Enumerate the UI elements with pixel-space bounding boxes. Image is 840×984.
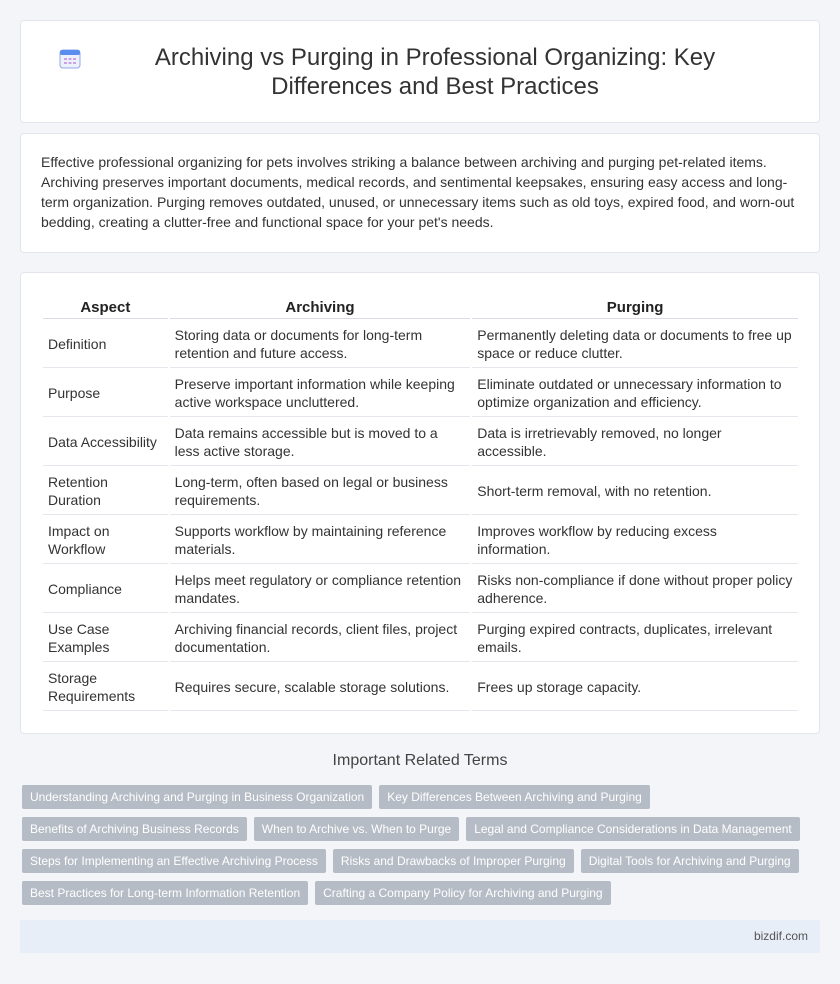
related-terms-list [22, 785, 822, 913]
footer [20, 920, 820, 953]
related-term-link[interactable]: Crafting a Company Policy for Archiving and Purging [315, 881, 610, 905]
table-cell-archiving: Long-term, often based on legal or business requirements. [170, 468, 471, 515]
table-header-row [43, 297, 798, 319]
related-term-link[interactable]: Best Practices for Long-term Information Retention [22, 881, 308, 905]
related-term-link[interactable]: Key Differences Between Archiving and Purging [379, 785, 650, 809]
table-row [43, 370, 798, 417]
table-row [43, 517, 798, 564]
tag-row [22, 817, 822, 849]
table-cell-aspect: Purpose [43, 370, 168, 417]
tag-row [22, 881, 822, 913]
table-row [43, 321, 798, 368]
table-row [43, 468, 798, 515]
table-cell-aspect: Impact on Workflow [43, 517, 168, 564]
related-term-link[interactable]: Legal and Compliance Considerations in Data Management [466, 817, 800, 841]
table-row [43, 664, 798, 711]
intro-card [20, 133, 820, 253]
related-term-link[interactable]: Steps for Implementing an Effective Archiving Process [22, 849, 326, 873]
header-card [20, 20, 820, 123]
table-cell-purging: Short-term removal, with no retention. [472, 468, 798, 515]
table-cell-aspect: Storage Requirements [43, 664, 168, 711]
tag-row [22, 785, 822, 817]
related-term-link[interactable]: Understanding Archiving and Purging in Business Organization [22, 785, 372, 809]
table-row [43, 566, 798, 613]
intro-text: Effective professional organizing for pets involves striking a balance between archiving and purging pet-related items. Archiving preserves important documents, medical records, and sentimental keepsakes, ensuring easy access and long-term organization. Purging removes outdated, unused, or unnecessary items such as old toys, expired food, and worn-out bedding, creating a clutter-free and functional space for your pet's needs. [41, 154, 795, 230]
table-cell-purging: Frees up storage capacity. [472, 664, 798, 711]
column-header-aspect: Aspect [43, 297, 168, 319]
table-cell-purging: Data is irretrievably removed, no longer accessible. [472, 419, 798, 466]
page-title: Archiving vs Purging in Professional Organizing: Key Differences and Best Practices [154, 44, 716, 100]
column-header-archiving: Archiving [170, 297, 471, 319]
table-cell-aspect: Retention Duration [43, 468, 168, 515]
table-cell-aspect: Use Case Examples [43, 615, 168, 662]
related-terms-title: Important Related Terms [332, 752, 508, 769]
comparison-table [41, 295, 800, 713]
table-cell-archiving: Storing data or documents for long-term retention and future access. [170, 321, 471, 368]
footer-site-link[interactable]: bizdif.com [753, 929, 808, 943]
table-cell-archiving: Preserve important information while keeping active workspace uncluttered. [170, 370, 471, 417]
related-term-link[interactable]: When to Archive vs. When to Purge [254, 817, 459, 841]
table-cell-aspect: Data Accessibility [43, 419, 168, 466]
table-cell-archiving: Supports workflow by maintaining reference materials. [170, 517, 471, 564]
column-header-purging: Purging [472, 297, 798, 319]
related-term-link[interactable]: Benefits of Archiving Business Records [22, 817, 247, 841]
related-term-link[interactable]: Risks and Drawbacks of Improper Purging [333, 849, 574, 873]
table-row [43, 419, 798, 466]
comparison-table-card [20, 272, 820, 734]
table-cell-purging: Improves workflow by reducing excess information. [472, 517, 798, 564]
table-cell-archiving: Helps meet regulatory or compliance retention mandates. [170, 566, 471, 613]
table-cell-aspect: Definition [43, 321, 168, 368]
related-term-link[interactable]: Digital Tools for Archiving and Purging [581, 849, 799, 873]
table-row [43, 615, 798, 662]
table-cell-archiving: Archiving financial records, client files, project documentation. [170, 615, 471, 662]
table-cell-archiving: Requires secure, scalable storage solutions. [170, 664, 471, 711]
table-cell-purging: Purging expired contracts, duplicates, irrelevant emails. [472, 615, 798, 662]
tag-row [22, 849, 822, 881]
table-cell-archiving: Data remains accessible but is moved to a less active storage. [170, 419, 471, 466]
table-cell-aspect: Compliance [43, 566, 168, 613]
table-cell-purging: Risks non-compliance if done without proper policy adherence. [472, 566, 798, 613]
table-cell-purging: Permanently deleting data or documents to free up space or reduce clutter. [472, 321, 798, 368]
table-cell-purging: Eliminate outdated or unnecessary information to optimize organization and efficiency. [472, 370, 798, 417]
